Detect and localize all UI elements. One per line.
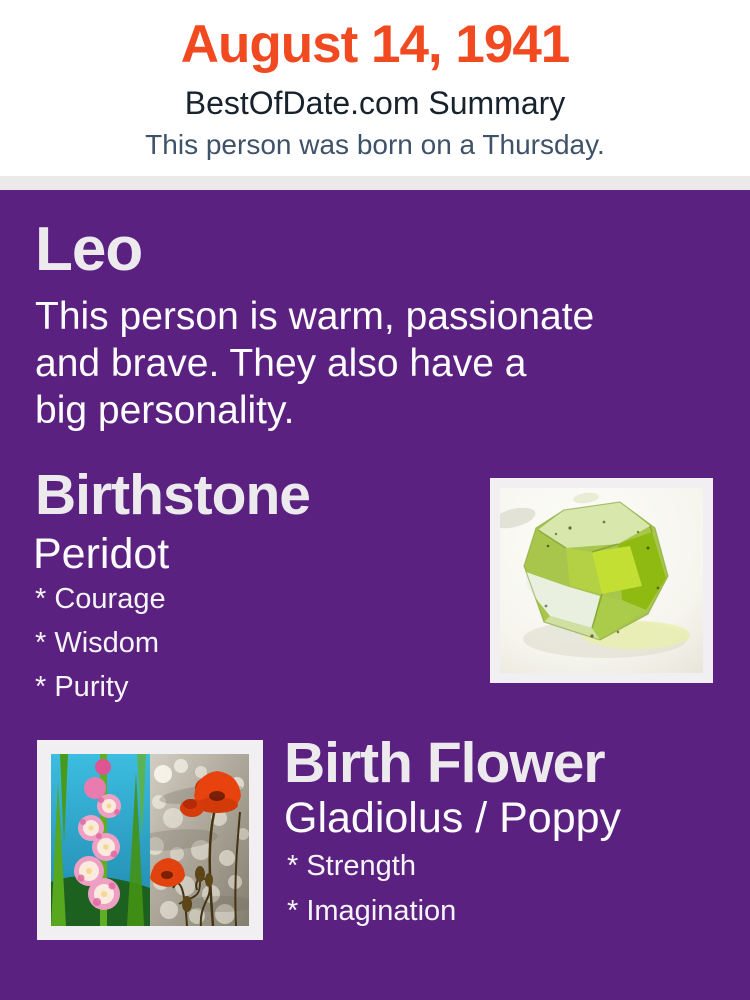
birthstone-heading: Birthstone: [35, 463, 310, 527]
birth-flower-trait: * Imagination: [287, 895, 457, 927]
header-divider: [0, 176, 750, 190]
date-title: August 14, 1941: [180, 15, 570, 74]
zodiac-sign-heading: Leo: [35, 215, 143, 284]
purple-section: [0, 190, 750, 1000]
zodiac-description-line: This person is warm, passionate: [35, 295, 595, 338]
site-summary-title: BestOfDate.com Summary: [184, 85, 566, 121]
zodiac-description: [35, 293, 594, 434]
birthstone-trait-list: [35, 585, 166, 717]
birth-flower-trait: * Strength: [287, 850, 416, 882]
birthstone-name: Peridot: [33, 530, 170, 578]
birth-flower-image: [37, 740, 263, 940]
peridot-image: [490, 478, 713, 683]
gladiolus-poppy-illustration: [51, 754, 249, 926]
born-weekday-line: This person was born on a Thursday.: [145, 129, 605, 160]
zodiac-description-line: and brave. They also have a: [35, 342, 527, 385]
header: [0, 0, 750, 176]
peridot-gem-illustration: [500, 488, 703, 673]
birthstone-trait: * Courage: [35, 583, 166, 615]
birth-flower-heading: Birth Flower: [284, 731, 605, 795]
birthstone-trait: * Purity: [35, 671, 129, 703]
birth-flower-trait-list: [287, 852, 456, 942]
birthstone-trait: * Wisdom: [35, 627, 160, 659]
birth-flower-name: Gladiolus / Poppy: [284, 794, 622, 842]
zodiac-description-line: big personality.: [35, 389, 295, 432]
